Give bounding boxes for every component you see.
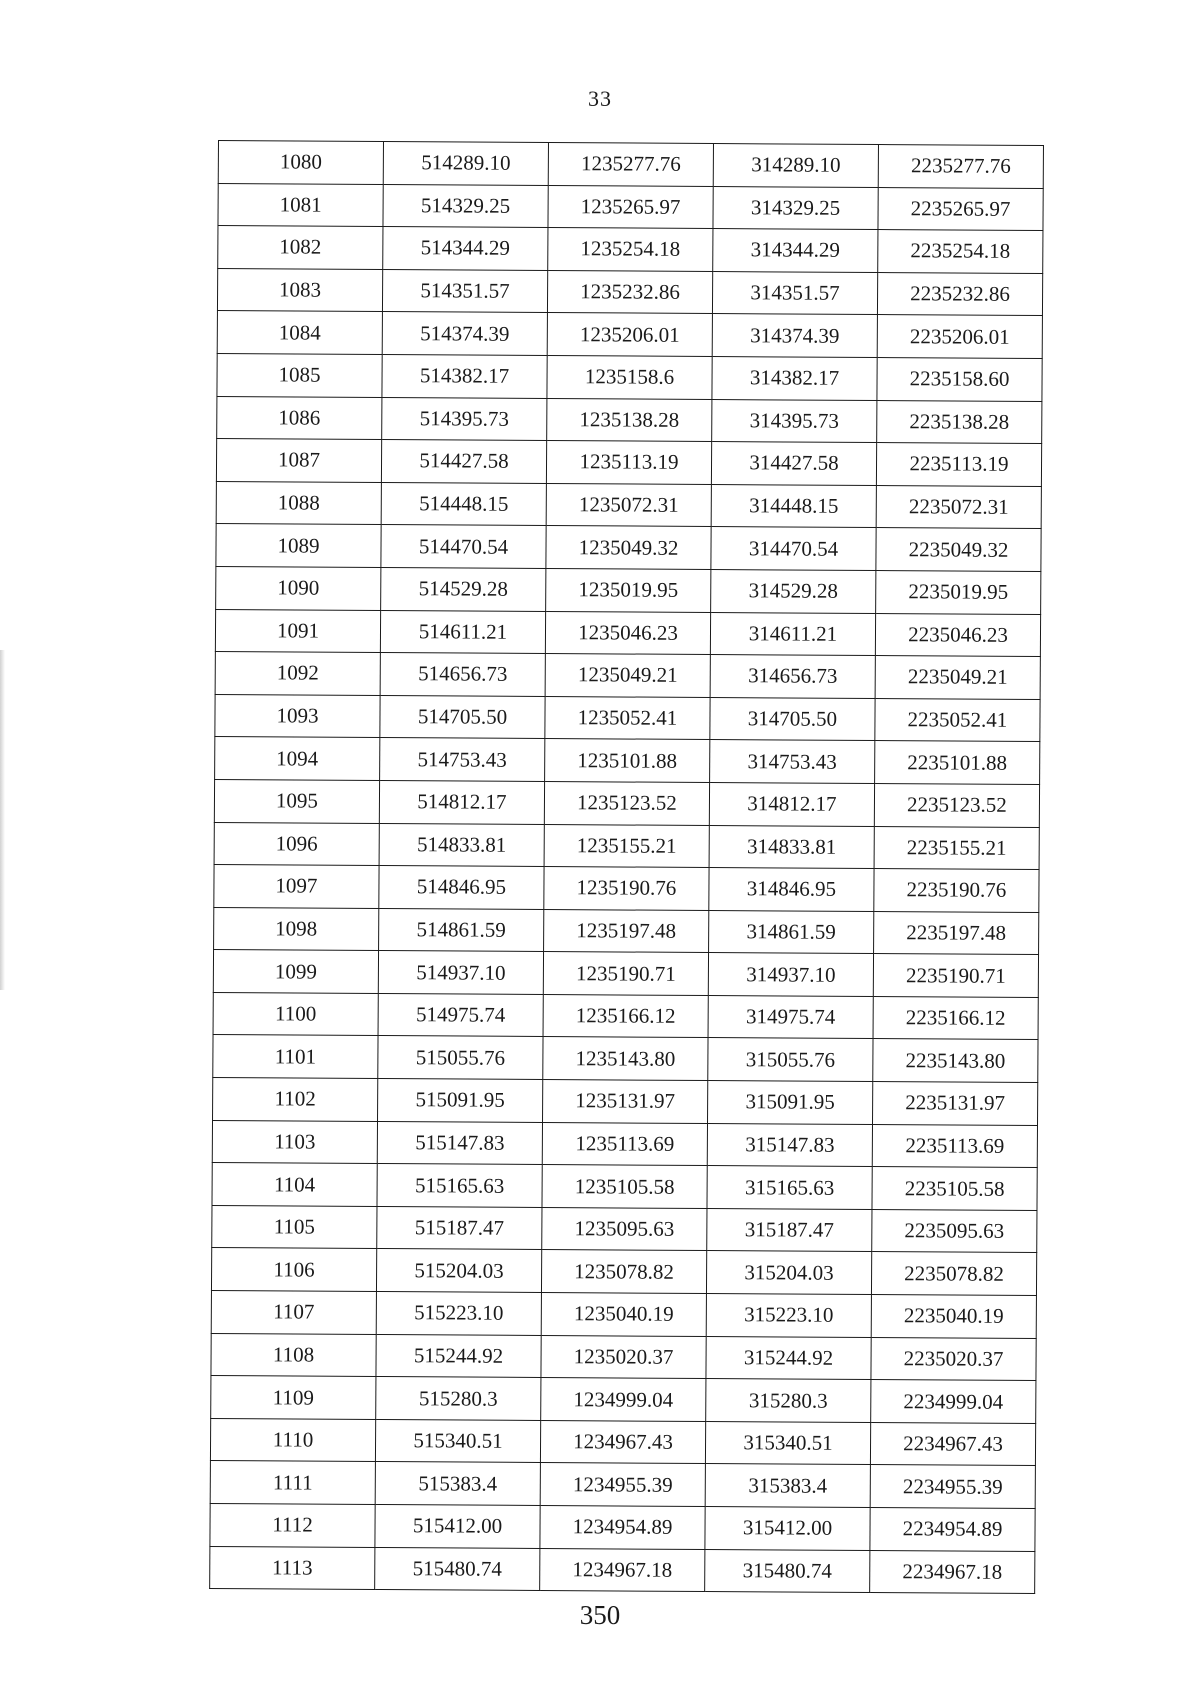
coord-b-cell: 1234967.43 bbox=[540, 1420, 705, 1464]
coord-a-cell: 515055.76 bbox=[378, 1036, 543, 1080]
coord-d-cell: 2235138.28 bbox=[877, 400, 1042, 444]
coord-b-cell: 1235143.80 bbox=[543, 1037, 708, 1081]
table-row bbox=[212, 1163, 1037, 1211]
table-row bbox=[210, 1418, 1035, 1466]
coord-d-cell: 2235113.19 bbox=[876, 443, 1041, 487]
table-row bbox=[213, 950, 1038, 998]
coord-c-cell: 315091.95 bbox=[708, 1081, 873, 1125]
coord-d-cell: 2235078.82 bbox=[871, 1252, 1036, 1296]
point-id-cell: 1080 bbox=[218, 141, 383, 185]
coord-d-cell: 2234967.43 bbox=[870, 1422, 1035, 1466]
table-row bbox=[215, 652, 1040, 700]
table-row bbox=[215, 737, 1040, 785]
point-id-cell: 1098 bbox=[214, 907, 379, 951]
coord-a-cell: 515412.00 bbox=[375, 1504, 540, 1548]
coord-b-cell: 1235049.21 bbox=[545, 654, 710, 698]
table-row bbox=[211, 1248, 1036, 1296]
coord-a-cell: 514374.39 bbox=[382, 312, 547, 356]
coord-c-cell: 314611.21 bbox=[710, 612, 875, 656]
coord-c-cell: 315223.10 bbox=[706, 1294, 871, 1338]
coord-d-cell: 2235158.60 bbox=[877, 357, 1042, 401]
coord-b-cell: 1235190.71 bbox=[543, 952, 708, 996]
table-row bbox=[217, 396, 1042, 444]
coord-a-cell: 514395.73 bbox=[382, 397, 547, 441]
coord-b-cell: 1235131.97 bbox=[543, 1080, 708, 1124]
coord-c-cell: 314351.57 bbox=[712, 271, 877, 315]
coord-b-cell: 1235158.6 bbox=[547, 355, 712, 399]
coord-a-cell: 515480.74 bbox=[375, 1547, 540, 1591]
point-id-cell: 1091 bbox=[215, 609, 380, 653]
coord-b-cell: 1235155.21 bbox=[544, 824, 709, 868]
coord-a-cell: 514861.59 bbox=[379, 908, 544, 952]
coord-d-cell: 2234954.89 bbox=[870, 1508, 1035, 1552]
coord-d-cell: 2235019.95 bbox=[876, 570, 1041, 614]
table-row bbox=[217, 353, 1042, 401]
point-id-cell: 1087 bbox=[216, 439, 381, 483]
coord-d-cell: 2235072.31 bbox=[876, 485, 1041, 529]
coord-c-cell: 315412.00 bbox=[705, 1507, 870, 1551]
coord-a-cell: 514937.10 bbox=[378, 951, 543, 995]
coord-a-cell: 515091.95 bbox=[378, 1079, 543, 1123]
table-row bbox=[217, 311, 1042, 359]
coord-c-cell: 315187.47 bbox=[707, 1208, 872, 1252]
coord-c-cell: 314382.17 bbox=[712, 356, 877, 400]
coord-d-cell: 2234955.39 bbox=[870, 1465, 1035, 1509]
table-row bbox=[218, 183, 1043, 231]
point-id-cell: 1100 bbox=[213, 992, 378, 1036]
table-row bbox=[212, 1205, 1037, 1253]
coord-b-cell: 1234999.04 bbox=[541, 1378, 706, 1422]
table-row bbox=[211, 1333, 1036, 1381]
coord-c-cell: 314656.73 bbox=[710, 655, 875, 699]
coord-b-cell: 1235265.97 bbox=[548, 185, 713, 229]
point-id-cell: 1085 bbox=[217, 353, 382, 397]
coord-b-cell: 1235078.82 bbox=[541, 1250, 706, 1294]
coord-b-cell: 1235019.95 bbox=[546, 568, 711, 612]
coord-d-cell: 2235254.18 bbox=[878, 230, 1043, 274]
table-row bbox=[213, 1035, 1038, 1083]
table-row bbox=[213, 1078, 1038, 1126]
page-number-bottom: 350 bbox=[579, 1600, 621, 1630]
point-id-cell: 1081 bbox=[218, 183, 383, 227]
table-row bbox=[214, 907, 1039, 955]
point-id-cell: 1111 bbox=[210, 1461, 375, 1505]
coord-b-cell: 1235113.19 bbox=[546, 441, 711, 485]
table-row bbox=[211, 1376, 1036, 1424]
coord-c-cell: 314753.43 bbox=[710, 740, 875, 784]
coord-a-cell: 514846.95 bbox=[379, 866, 544, 910]
point-id-cell: 1106 bbox=[211, 1248, 376, 1292]
coord-b-cell: 1235040.19 bbox=[541, 1293, 706, 1337]
coord-b-cell: 1235166.12 bbox=[543, 994, 708, 1038]
coord-c-cell: 315480.74 bbox=[705, 1549, 870, 1593]
coord-d-cell: 2235277.76 bbox=[878, 145, 1043, 189]
point-id-cell: 1108 bbox=[211, 1333, 376, 1377]
table-row bbox=[216, 524, 1041, 572]
point-id-cell: 1099 bbox=[213, 950, 378, 994]
point-id-cell: 1083 bbox=[217, 268, 382, 312]
coord-c-cell: 314846.95 bbox=[709, 868, 874, 912]
coord-d-cell: 2234967.18 bbox=[870, 1550, 1035, 1594]
coord-d-cell: 2235123.52 bbox=[874, 783, 1039, 827]
table-row bbox=[217, 268, 1042, 316]
coord-b-cell: 1235123.52 bbox=[544, 781, 709, 825]
coord-a-cell: 515204.03 bbox=[376, 1249, 541, 1293]
coord-c-cell: 315165.63 bbox=[707, 1166, 872, 1210]
coord-a-cell: 514329.25 bbox=[383, 184, 548, 228]
coord-b-cell: 1235277.76 bbox=[548, 143, 713, 187]
coordinate-table bbox=[209, 140, 1044, 1594]
coord-a-cell: 514351.57 bbox=[382, 269, 547, 313]
point-id-cell: 1093 bbox=[215, 694, 380, 738]
table-row bbox=[210, 1503, 1035, 1551]
coord-a-cell: 514753.43 bbox=[380, 738, 545, 782]
coord-d-cell: 2235049.21 bbox=[875, 656, 1040, 700]
table-row bbox=[214, 779, 1039, 827]
point-id-cell: 1097 bbox=[214, 865, 379, 909]
point-id-cell: 1082 bbox=[218, 226, 383, 270]
coord-d-cell: 2235265.97 bbox=[878, 187, 1043, 231]
coord-b-cell: 1235197.48 bbox=[544, 909, 709, 953]
coord-b-cell: 1235049.32 bbox=[546, 526, 711, 570]
coord-c-cell: 315340.51 bbox=[705, 1421, 870, 1465]
coord-b-cell: 1235206.01 bbox=[547, 313, 712, 357]
coord-d-cell: 2235166.12 bbox=[873, 996, 1038, 1040]
point-id-cell: 1095 bbox=[214, 779, 379, 823]
coord-c-cell: 314289.10 bbox=[713, 144, 878, 188]
coord-d-cell: 2235206.01 bbox=[877, 315, 1042, 359]
coord-a-cell: 514289.10 bbox=[383, 142, 548, 186]
table-row bbox=[210, 1461, 1035, 1509]
table-row bbox=[216, 481, 1041, 529]
coord-d-cell: 2235232.86 bbox=[877, 272, 1042, 316]
coord-d-cell: 2235049.32 bbox=[876, 528, 1041, 572]
coord-c-cell: 315055.76 bbox=[708, 1038, 873, 1082]
coord-c-cell: 314812.17 bbox=[709, 782, 874, 826]
coord-b-cell: 1235101.88 bbox=[545, 739, 710, 783]
coord-a-cell: 514382.17 bbox=[382, 354, 547, 398]
coord-d-cell: 2235101.88 bbox=[875, 741, 1040, 785]
coord-c-cell: 314470.54 bbox=[711, 527, 876, 571]
table-row bbox=[215, 609, 1040, 657]
coord-d-cell: 2235095.63 bbox=[872, 1209, 1037, 1253]
coord-a-cell: 514812.17 bbox=[379, 780, 544, 824]
coord-d-cell: 2235143.80 bbox=[873, 1039, 1038, 1083]
coord-c-cell: 314937.10 bbox=[708, 953, 873, 997]
coord-a-cell: 515244.92 bbox=[376, 1334, 541, 1378]
table-row bbox=[211, 1291, 1036, 1339]
point-id-cell: 1094 bbox=[215, 737, 380, 781]
coord-c-cell: 314395.73 bbox=[712, 399, 877, 443]
coord-a-cell: 514611.21 bbox=[380, 610, 545, 654]
coord-a-cell: 515280.3 bbox=[376, 1377, 541, 1421]
coord-c-cell: 314344.29 bbox=[713, 229, 878, 273]
coord-c-cell: 314329.25 bbox=[713, 186, 878, 230]
coord-d-cell: 2235197.48 bbox=[874, 911, 1039, 955]
coord-d-cell: 2235046.23 bbox=[875, 613, 1040, 657]
table-row bbox=[218, 141, 1043, 189]
point-id-cell: 1096 bbox=[214, 822, 379, 866]
coord-b-cell: 1235095.63 bbox=[542, 1207, 707, 1251]
coord-c-cell: 314975.74 bbox=[708, 995, 873, 1039]
coord-a-cell: 514448.15 bbox=[381, 482, 546, 526]
coordinate-table-wrapper bbox=[209, 140, 1044, 1594]
coord-a-cell: 515147.83 bbox=[377, 1121, 542, 1165]
coord-b-cell: 1235190.76 bbox=[544, 867, 709, 911]
point-id-cell: 1102 bbox=[213, 1078, 378, 1122]
point-id-cell: 1109 bbox=[211, 1376, 376, 1420]
coord-a-cell: 515383.4 bbox=[375, 1462, 540, 1506]
coord-c-cell: 314705.50 bbox=[710, 697, 875, 741]
coord-b-cell: 1234954.89 bbox=[540, 1505, 705, 1549]
table-row bbox=[218, 226, 1043, 274]
coord-d-cell: 2235105.58 bbox=[872, 1167, 1037, 1211]
point-id-cell: 1104 bbox=[212, 1163, 377, 1207]
point-id-cell: 1092 bbox=[215, 652, 380, 696]
table-row bbox=[216, 439, 1041, 487]
coord-b-cell: 1235254.18 bbox=[548, 228, 713, 272]
coord-b-cell: 1234967.18 bbox=[540, 1548, 705, 1592]
point-id-cell: 1107 bbox=[211, 1291, 376, 1335]
coord-c-cell: 314448.15 bbox=[711, 484, 876, 528]
coord-a-cell: 515223.10 bbox=[376, 1292, 541, 1336]
table-row bbox=[213, 992, 1038, 1040]
point-id-cell: 1112 bbox=[210, 1503, 375, 1547]
coord-a-cell: 515187.47 bbox=[377, 1206, 542, 1250]
coord-b-cell: 1235072.31 bbox=[546, 483, 711, 527]
coord-c-cell: 315244.92 bbox=[706, 1336, 871, 1380]
point-id-cell: 1089 bbox=[216, 524, 381, 568]
point-id-cell: 1086 bbox=[217, 396, 382, 440]
coord-d-cell: 2235020.37 bbox=[871, 1337, 1036, 1381]
coord-b-cell: 1235105.58 bbox=[542, 1165, 707, 1209]
coord-a-cell: 514705.50 bbox=[380, 695, 545, 739]
coord-c-cell: 314833.81 bbox=[709, 825, 874, 869]
coord-d-cell: 2235052.41 bbox=[875, 698, 1040, 742]
coord-b-cell: 1235020.37 bbox=[541, 1335, 706, 1379]
point-id-cell: 1090 bbox=[216, 566, 381, 610]
coord-c-cell: 315383.4 bbox=[705, 1464, 870, 1508]
coord-d-cell: 2235113.69 bbox=[872, 1124, 1037, 1168]
coord-a-cell: 515165.63 bbox=[377, 1164, 542, 1208]
table-row bbox=[214, 865, 1039, 913]
coord-a-cell: 514344.29 bbox=[383, 227, 548, 271]
coord-b-cell: 1234955.39 bbox=[540, 1463, 705, 1507]
coord-a-cell: 514529.28 bbox=[381, 567, 546, 611]
coord-c-cell: 314427.58 bbox=[711, 442, 876, 486]
page-number-top: 33 bbox=[588, 86, 612, 111]
coord-a-cell: 515340.51 bbox=[375, 1419, 540, 1463]
coord-d-cell: 2235155.21 bbox=[874, 826, 1039, 870]
coord-c-cell: 315204.03 bbox=[706, 1251, 871, 1295]
coord-b-cell: 1235232.86 bbox=[547, 270, 712, 314]
point-id-cell: 1084 bbox=[217, 311, 382, 355]
point-id-cell: 1088 bbox=[216, 481, 381, 525]
coord-b-cell: 1235052.41 bbox=[545, 696, 710, 740]
coord-d-cell: 2235131.97 bbox=[873, 1082, 1038, 1126]
point-id-cell: 1101 bbox=[213, 1035, 378, 1079]
table-row bbox=[210, 1546, 1035, 1594]
coord-c-cell: 315147.83 bbox=[707, 1123, 872, 1167]
coordinate-table-body bbox=[210, 141, 1044, 1594]
point-id-cell: 1110 bbox=[210, 1418, 375, 1462]
coord-b-cell: 1235138.28 bbox=[547, 398, 712, 442]
table-row bbox=[214, 822, 1039, 870]
coord-b-cell: 1235113.69 bbox=[542, 1122, 707, 1166]
point-id-cell: 1113 bbox=[210, 1546, 375, 1590]
coord-d-cell: 2235190.76 bbox=[874, 869, 1039, 913]
point-id-cell: 1103 bbox=[212, 1120, 377, 1164]
coord-a-cell: 514656.73 bbox=[380, 653, 545, 697]
coord-c-cell: 315280.3 bbox=[706, 1379, 871, 1423]
scan-edge-shadow bbox=[0, 650, 5, 990]
coord-c-cell: 314374.39 bbox=[712, 314, 877, 358]
table-row bbox=[215, 694, 1040, 742]
coord-a-cell: 514427.58 bbox=[381, 440, 546, 484]
coord-a-cell: 514975.74 bbox=[378, 993, 543, 1037]
coord-c-cell: 314861.59 bbox=[709, 910, 874, 954]
table-row bbox=[216, 566, 1041, 614]
coord-a-cell: 514833.81 bbox=[379, 823, 544, 867]
coord-a-cell: 514470.54 bbox=[381, 525, 546, 569]
point-id-cell: 1105 bbox=[212, 1205, 377, 1249]
coord-d-cell: 2235190.71 bbox=[873, 954, 1038, 998]
coord-b-cell: 1235046.23 bbox=[545, 611, 710, 655]
coord-d-cell: 2235040.19 bbox=[871, 1295, 1036, 1339]
coord-c-cell: 314529.28 bbox=[711, 569, 876, 613]
table-row bbox=[212, 1120, 1037, 1168]
coord-d-cell: 2234999.04 bbox=[871, 1380, 1036, 1424]
